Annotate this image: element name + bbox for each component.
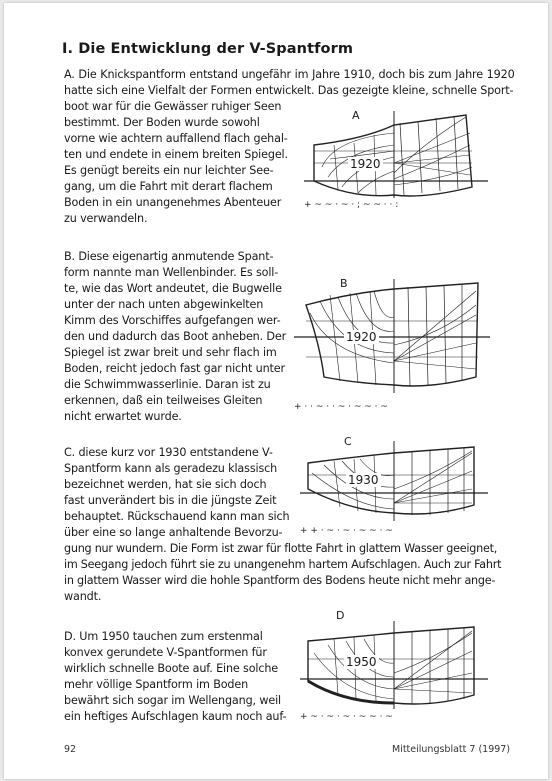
hull-drawing — [294, 431, 494, 537]
hull-drawing — [290, 265, 496, 415]
svg-text:+ ~ ~ · ~ ·: + ~ ~ · ~ · ; ~ ~ · · : — [304, 200, 399, 210]
section-a-line: A. Die Knickspantform entstand ungefähr im Jahre 1910, doch bis zum Jahre 1920 — [64, 68, 515, 81]
section-a-line: ten und endete in einem breiten Spiegel. — [64, 148, 288, 161]
figure-a-hull-section — [294, 103, 494, 211]
section-d-line: ein heftiges Aufschlagen kaum noch auf- — [64, 710, 287, 723]
section-b-line: Boden, reicht jedoch fast gar nicht unter — [64, 362, 285, 375]
section-c-line: im Seegang jedoch führt sie zu unangenehm hartem Aufschlagen. Auch zur Fahrt — [64, 558, 502, 571]
section-a-line: hatte sich eine Vielfalt der Formen entwickelt. Das gezeigte kleine, schnelle Sport- — [64, 84, 514, 97]
section-d-line: konvex gerundete V-Spantformen für — [64, 646, 267, 659]
section-a-line: Boden in ein unangenehmes Abenteuer — [64, 196, 282, 209]
section-a-line: vorne wie achtern auffallend flach gehal- — [64, 132, 288, 145]
section-a-line: bestimmt. Der Boden wurde sowohl — [64, 116, 260, 129]
page-number: 92 — [64, 744, 77, 755]
section-c-line: wandt. — [64, 590, 102, 603]
section-a-line: gang, um die Fahrt mit derart flachem — [64, 180, 273, 193]
figure-a-letter: A — [352, 109, 360, 122]
section-d-line: wirklich schnelle Boote auf. Eine solche — [64, 662, 279, 675]
section-b-line: unter der nach unten abgewinkelten — [64, 298, 264, 311]
hull-drawing — [294, 103, 494, 211]
section-a-line: zu verwandeln. — [64, 212, 148, 225]
section-a-line: Es genügt bereits ein nur leichter See- — [64, 164, 274, 177]
section-b-line: erkennen, daß ein teilweises Gleiten — [64, 394, 263, 407]
svg-text:+ + · ~ · ~: + + · ~ · ~ · ~ ~ · ~ — [300, 526, 393, 536]
hull-drawing — [294, 603, 494, 721]
section-c-line: fast unverändert bis in die jüngste Zeit — [64, 494, 277, 507]
page-title: I. Die Entwicklung der V-Spantform — [62, 41, 354, 57]
section-b-line: B. Diese eigenartig anmutende Spant- — [64, 250, 274, 263]
section-c-line: über eine so lange anhaltende Bevorzu- — [64, 526, 283, 539]
section-b-line: nicht erwartet wurde. — [64, 410, 182, 423]
section-a-line: boot war für die Gewässer ruhiger Seen — [64, 100, 282, 113]
section-b-line: den und dadurch das Boot anheben. Der — [64, 330, 287, 343]
figure-c-hull-section — [294, 431, 494, 537]
section-c-line: C. diese kurz vor 1930 entstandene V- — [64, 446, 273, 459]
svg-text:+ · · ~ · ·: + · · ~ · · ~ · ~ ~ · ~ — [294, 402, 388, 412]
figure-c-year: 1930 — [348, 473, 379, 487]
section-b-line: te, wie das Wort andeutet, die Bugwelle — [64, 282, 282, 295]
section-b-line: Kimm des Vorschiffes aufgefangen wer- — [64, 314, 281, 327]
figure-b-year: 1920 — [346, 330, 377, 344]
figure-d-letter: D — [336, 609, 345, 622]
document-page — [4, 3, 548, 779]
section-d-line: D. Um 1950 tauchen zum erstenmal — [64, 630, 263, 643]
figure-a-year: 1920 — [350, 157, 381, 171]
section-b-line: die Schwimmwasserlinie. Daran ist zu — [64, 378, 271, 391]
figure-b-letter: B — [340, 277, 348, 290]
section-c-line: bezeichnet werden, hat sie sich doch — [64, 478, 267, 491]
svg-text:+ ~ · ~ · ~: + ~ · ~ · ~ · ~ ~ · ~ — [300, 712, 393, 721]
section-c-line: in glattem Wasser wird die hohle Spantform des Bodens heute nicht mehr ange- — [64, 574, 496, 587]
figure-d-year: 1950 — [346, 655, 377, 669]
section-c-line: gung nur wundern. Die Form ist zwar für flotte Fahrt in glattem Wasser geeignet, — [64, 542, 498, 555]
section-c-line: Spantform kann als geradezu klassisch — [64, 462, 278, 475]
figure-c-letter: C — [344, 435, 352, 448]
section-d-line: mehr völlige Spantform im Boden — [64, 678, 249, 691]
figure-b-hull-section — [290, 265, 496, 415]
section-b-line: form nannte man Wellenbinder. Es soll- — [64, 266, 279, 279]
section-d-line: bewährt sich sogar im Wellengang, weil — [64, 694, 281, 707]
figure-d-hull-section — [294, 603, 494, 721]
section-b-line: Spiegel ist zwar breit und sehr flach im — [64, 346, 277, 359]
footer-source: Mitteilungsblatt 7 (1997) — [392, 744, 511, 755]
section-c-line: behauptet. Rückschauend kann man sich — [64, 510, 290, 523]
